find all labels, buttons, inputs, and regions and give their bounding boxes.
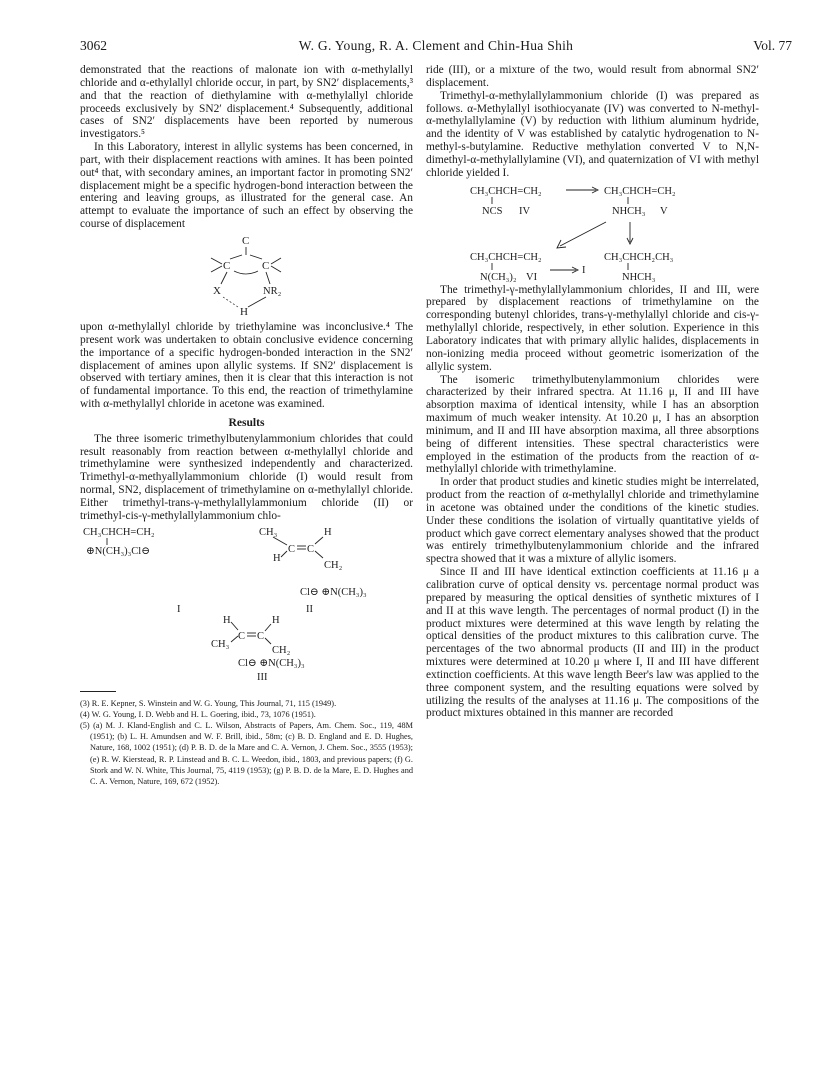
left-column (80, 64, 413, 787)
right-paragraph-3: The trimethyl-γ-methylallylammonium chlorides, II and III, were prepared by displacement reactions of trimethylamine on the corresponding butenyl chlorides, trans-γ-methylallyl chloride and cis-γ-methylallyl chloride, respectively, in ether solution. Experience in this Laboratory indicates that with primary allylic halides, displacements in non-ionizing media proceed without geometric isomerization of the allylic system. (426, 283, 759, 373)
compound-iii-ch3: CH₃ (211, 638, 230, 650)
compound-i-salt: ⊕N(CH₃)₃Cl⊖ (86, 545, 150, 557)
isomer-structures-figure (80, 523, 413, 683)
compound-v-sub: NHCH₃ (612, 205, 646, 217)
left-paragraph-2: In this Laboratory, interest in allylic systems has been concerned, in part, with their displacement reactions with amines. It has been pointed out⁴ that, with secondary amines, an important factor in promoting SN2′ displacement might be a specific hydrogen-bond interaction between the entering and leaving groups, as illustrated for the general case. An attempt to evaluate the importance of such an effect by observing the course of displacement (80, 141, 413, 231)
compound-iii-h-left: H (223, 614, 231, 626)
compound-iv-label: IV (519, 205, 531, 217)
volume-label: Vol. 77 (753, 38, 792, 53)
scheme-c-right: C (262, 259, 270, 272)
scheme-x: X (213, 284, 221, 297)
general-hydrogen-bond-scheme (80, 231, 413, 321)
compound-ii-c-right: C (307, 543, 315, 555)
compound-iii-ch2: CH₂ (272, 644, 291, 656)
running-title: W. G. Young, R. A. Clement and Chin-Hua Shih (298, 38, 574, 53)
compound-iii-label: III (257, 671, 268, 683)
left-paragraph-3: upon α-methylallyl chloride by triethylamine was inconclusive.⁴ The present work was undertaken to obtain conclusive evidence concerning the importance of a specific hydrogen-bonded interaction in the SN2′ displacement of amines upon allylic systems. If SN2′ displacement is observed with tertiary amines, then it is clear that this interaction is not of fundamental importance. To this end, the reaction of trimethylamine with α-methylallyl chloride in acetone was examined. (80, 320, 413, 411)
compound-ii-h-right: H (324, 526, 332, 538)
compound-vi-label: VI (526, 271, 538, 283)
saturated-amine-sub: NHCH₃ (622, 271, 656, 283)
right-paragraph-6: Since II and III have identical extinction coefficients at 11.16 μ a calibration curve of optical density vs. percentage normal product was prepared by measuring the optical densities of synthetic mixtures of I and II at this wave length. The percentages of normal product (I) in the product mixtures were determined at this wave length by relating the optical densities of the product mixtures to this calibration curve. The percentages of the two abnormal products (II and III) in the product mixtures were determined at 10.20 μ where I, II and III have different extinction coefficients. At this wave length Beer's law was applied to the three component system, and the resulting equations were solved by utilizing the results of the analyses at 11.16 μ. The compositions of the product mixtures obtained in this manner are recorded (426, 566, 759, 720)
right-column (426, 64, 759, 720)
compound-vi-sub: N(CH₃)₂ (480, 271, 517, 283)
left-paragraph-1: demonstrated that the reactions of malonate ion with α-methylallyl chloride and α-ethylallyl chloride occur, in part, by SN2′ displacements,³ and that the reaction of diethylamine with α-methylallyl chloride proceeds exclusively by SN2′ displacement.⁴ Subsequently, additional cases of SN2′ displacements have been reported by numerous investigators.⁵ (80, 64, 413, 141)
footnote-4: (4) W. G. Young, I. D. Webb and H. L. Goering, ibid., 73, 1076 (1951). (80, 709, 316, 719)
compound-i-label: I (177, 603, 181, 615)
compound-vi-formula: CH₃CHCH=CH₂ (470, 251, 542, 263)
scheme-nr2: NR₂ (263, 285, 282, 297)
scheme-h: H (240, 305, 248, 318)
compound-iv-formula: CH₃CHCH=CH₂ (470, 185, 542, 197)
results-heading: Results (228, 415, 265, 429)
compound-v-label: V (660, 205, 668, 217)
compound-ii-h-left: H (273, 552, 281, 564)
scheme-c-left: C (223, 259, 231, 272)
footnote-5: (5) (a) M. J. Kland-English and C. L. Wilson, Abstracts of Papers, Am. Chem. Soc., 119, 48M (1951); (b) L. H. Amundsen and W. F. Brill, ibid., 58m; (c) B. D. England and E. D. Hughes, Nature, 168, 1002 (1951); (d) P. B. D. de la Mare and C. A. Vernon, J. Chem. Soc., 3555 (1953); (e) R. W. Kierstead, R. P. Linstead and B. C. L. Weedon, ibid., 1803, and previous papers; (f) G. Stork and W. N. White, This Journal, 75, 4119 (1953); (g) P. B. D. de la Mare, E. D. Hughes and C. A. Vernon, Nature, 169, 672 (1952). (80, 721, 413, 787)
compound-ii-ch3: CH₃ (259, 526, 278, 538)
compound-ii-salt: Cl⊖ ⊕N(CH₃)₃ (300, 586, 367, 598)
scheme-c-top: C (242, 234, 250, 247)
footnote-divider (80, 691, 116, 692)
right-paragraph-5: In order that product studies and kinetic studies might be interrelated, product from the reaction of α-methylallyl chloride and trimethylamine in acetone was obtained under the conditions of the kinetic studies. Under these conditions the isolation of virtually quantitative yields of product which gave correct elementary analyses showed that the product was entirely trimethylbutenylammonium chloride and the infrared spectra showed that it was a mixture of allylic isomers. (426, 476, 759, 566)
page-header (80, 38, 792, 58)
compound-ii-c-left: C (288, 543, 296, 555)
footnote-3: (3) R. E. Kepner, S. Winstein and W. G. Young, This Journal, 71, 115 (1949). (80, 698, 337, 708)
compound-i-formula: CH₃CHCH=CH₂ (83, 526, 155, 538)
page-number: 3062 (80, 38, 107, 53)
footnotes (80, 698, 413, 788)
compound-v-formula: CH₃CHCH=CH₂ (604, 185, 676, 197)
left-paragraph-4: The three isomeric trimethylbutenylammonium chlorides that could result reasonably from reaction between α-methylallyl chloride and trimethylamine were synthesized independently and characterized. Trimethyl-α-methyallylammonium chloride (I) would result from normal, SN2, displacement of trimethylamine on α-methylallyl chloride. Either trimethyl-trans-γ-methylallylammonium chloride (II) or trimethyl-cis-γ-methylallylammonium chlo- (80, 432, 413, 522)
compound-iv-sub: NCS (482, 205, 503, 217)
synthesis-scheme (426, 180, 759, 284)
right-paragraph-1: ride (III), or a mixture of the two, would result from abnormal SN2′ displacement. (426, 64, 759, 89)
compound-iii-c-left: C (238, 630, 246, 642)
product-i-label: I (582, 264, 586, 276)
compound-ii-ch2: CH₂ (324, 559, 343, 571)
compound-iii-c-right: C (257, 630, 265, 642)
right-paragraph-2: Trimethyl-α-methylallylammonium chloride (I) was prepared as follows. α-Methylallyl isothiocyanate (IV) was converted to N-methyl-α-methylallylamine (V) by reduction with lithium aluminum hydride, and the identity of V was established by catalytic hydrogenation to N-methyl-s-butylamine. Reductive methylation converted V to N,N-dimethyl-α-methylallylamine (VI), and quaternization of VI with methyl chloride yielded I. (426, 89, 759, 179)
compound-iii-h-right: H (272, 614, 280, 626)
right-paragraph-4: The isomeric trimethylbutenylammonium chlorides were characterized by their infrared spectra. At 11.16 μ, II and III have absorption maxima of identical intensity, while I has an absorption maximum of much weaker intensity. At 10.20 μ, I has an absorption minimum, and II and III have absorption maxima, all three absorptions being of different intensities. These spectral characteristics were employed in the estimation of the products from the reaction of α-methylallyl chloride with trimethylamine. (426, 373, 759, 476)
compound-iii-salt: Cl⊖ ⊕N(CH₃)₃ (238, 657, 305, 669)
compound-ii-label: II (306, 603, 313, 615)
saturated-amine-formula: CH₃CHCH₂CH₃ (604, 251, 674, 263)
